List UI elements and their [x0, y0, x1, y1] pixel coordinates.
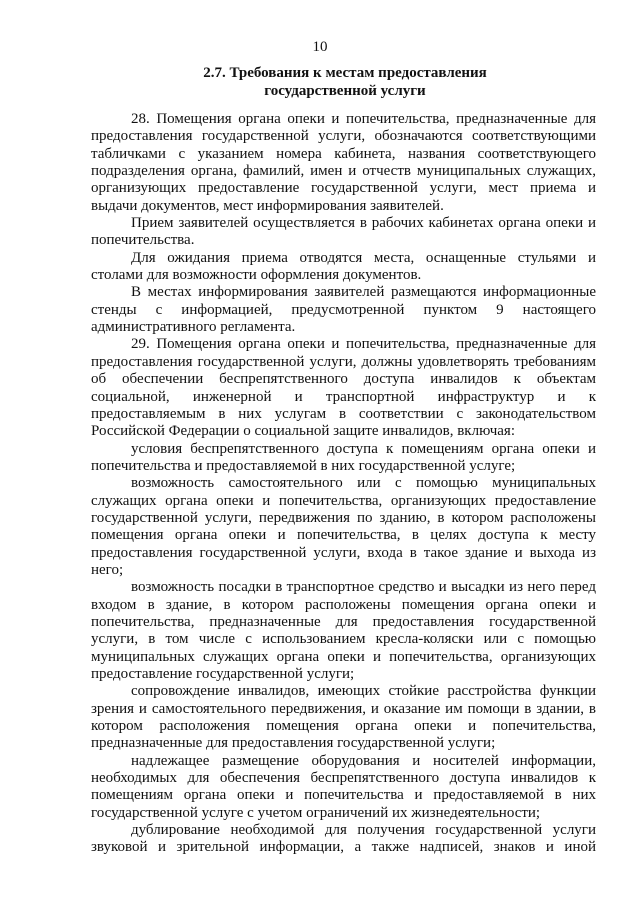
paragraph-info-stands: В местах информирования заявителей размещаются информационные стенды с информацией, предусмотренной пунктом 9 настоящего административного регламента.	[91, 284, 596, 336]
paragraph-29: 29. Помещения органа опеки и попечительства, предназначенные для предоставления государственной услуги, должны удовлетворять требованиям об обеспечении беспрепятственного доступа инвалидов к объектам социальной, инженерной и транспортной инфраструктур и к предоставляемым в них услугам в соответствии с законодательством Российской Федерации о социальной защите инвалидов, включая:	[91, 336, 596, 440]
list-item-access-conditions: условия беспрепятственного доступа к помещениям органа опеки и попечительства и предоставляемой в них государственной услуге;	[91, 440, 596, 474]
page-number: 10	[312, 39, 328, 55]
list-item-escort: сопровождение инвалидов, имеющих стойкие расстройства функции зрения и самостоятельного передвижения, и оказание им помощи в здании, в котором расположения помещения органа опеки и попечительства, предназначенные для предоставления государственной услуги;	[91, 683, 596, 752]
paragraph-reception: Прием заявителей осуществляется в рабочих кабинетах органа опеки и попечительства.	[91, 215, 596, 249]
list-item-transport: возможность посадки в транспортное средство и высадки из него перед входом в здание, в котором расположены помещения органа опеки и попечительства, предназначенные для предоставления государственной услуги, в том числе с использованием кресла-коляски или с помощью муниципальных служащих органа опеки и попечительства, организующих предоставление государственной услуги;	[91, 579, 596, 682]
section-heading-line-2: государственной услуги	[264, 83, 426, 99]
section-heading-line-1: 2.7. Требования к местам предоставления	[203, 65, 487, 81]
body-text	[91, 111, 596, 857]
paragraph-waiting: Для ожидания приема отводятся места, оснащенные стульями и столами для возможности оформления документов.	[91, 249, 596, 284]
paragraph-28: 28. Помещения органа опеки и попечительства, предназначенные для предоставления государственной услуги, обозначаются соответствующими табличками с указанием номера кабинета, названия соответствующего подразделения органа, фамилий, имен и отчеств муниципальных служащих, организующих предоставление государственной услуги, мест приема и выдачи документов, мест информирования заявителей.	[91, 111, 596, 214]
list-item-movement: возможность самостоятельного или с помощью муниципальных служащих органа опеки и попечительства, организующих предоставление государственной услуги, передвижения по зданию, в котором расположены помещения органа опеки и попечительства, в целях доступа к месту предоставления государственной услуги, входа в такое здание и выхода из него;	[91, 475, 596, 578]
list-item-equipment: надлежащее размещение оборудования и носителей информации, необходимых для обеспечения беспрепятственного доступа инвалидов к помещениям органа опеки и попечительства и предоставляемой в них государственной услуге с учетом ограничений их жизнедеятельности;	[91, 752, 596, 821]
list-item-duplication: дублирование необходимой для получения государственной услуги звуковой и зрительной информации, а также надписей, знаков и иной	[91, 822, 596, 856]
section-heading	[90, 64, 600, 100]
